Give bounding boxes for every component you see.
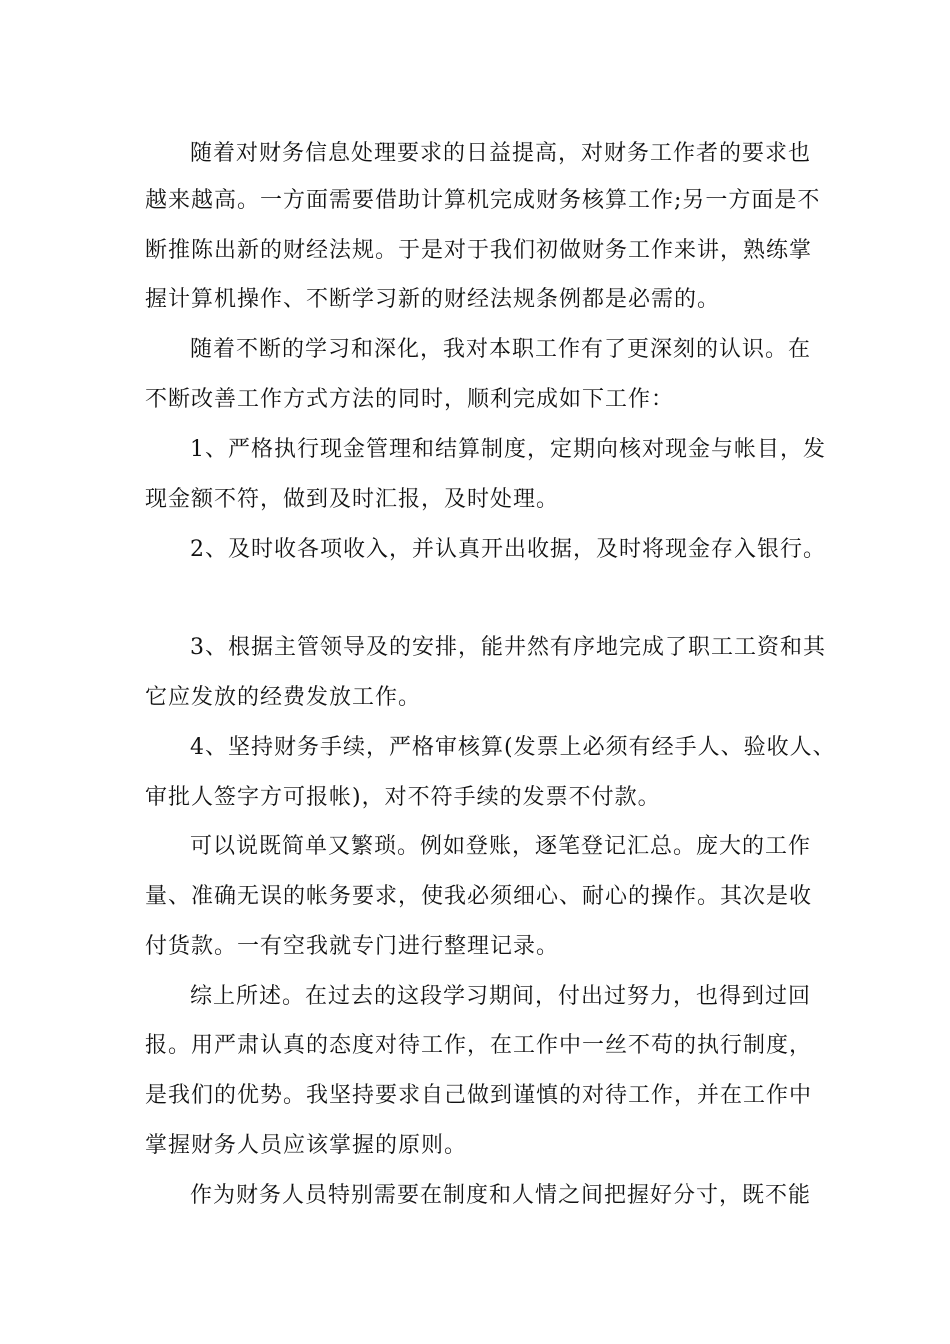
text-line: 越来越高。一方面需要借助计算机完成财务核算工作;另一方面是不 [145,188,821,213]
text-line: 1、严格执行现金管理和结算制度，定期向核对现金与帐目，发 [190,437,826,462]
text-line: 握计算机操作、不断学习新的财经法规条例都是必需的。 [145,287,721,312]
text-line: 现金额不符，做到及时汇报，及时处理。 [145,487,560,512]
text-line: 是我们的优势。我坚持要求自己做到谨慎的对待工作，并在工作中 [145,1083,813,1108]
text-line: 3、根据主管领导及的安排，能井然有序地完成了职工工资和其 [190,635,826,660]
text-line: 它应发放的经费发放工作。 [145,685,422,710]
text-line: 付货款。一有空我就专门进行整理记录。 [145,934,560,959]
text-line: 随着对财务信息处理要求的日益提高，对财务工作者的要求也 [190,141,812,166]
text-line: 2、及时收各项收入，并认真开出收据，及时将现金存入银行。 [190,537,826,562]
text-line: 报。用严肃认真的态度对待工作，在工作中一丝不苟的执行制度， [145,1033,813,1058]
text-line: 4、坚持财务手续，严格审核算(发票上必须有经手人、验收人、 [190,735,836,760]
text-line: 量、准确无误的帐务要求，使我必须细心、耐心的操作。其次是收 [145,884,813,909]
text-line: 随着不断的学习和深化，我对本职工作有了更深刻的认识。在 [190,337,812,362]
text-line: 可以说既简单又繁琐。例如登账，逐笔登记汇总。庞大的工作 [190,834,812,859]
text-line: 审批人签字方可报帐)，对不符手续的发票不付款。 [145,785,661,810]
text-line: 综上所述。在过去的这段学习期间，付出过努力，也得到过回 [190,984,812,1009]
text-line: 不断改善工作方式方法的同时，顺利完成如下工作： [145,387,675,412]
text-line: 断推陈出新的财经法规。于是对于我们初做财务工作来讲，熟练掌 [145,238,813,263]
text-line: 作为财务人员特别需要在制度和人情之间把握好分寸，既不能 [190,1183,812,1208]
text-line: 掌握财务人员应该掌握的原则。 [145,1133,468,1158]
